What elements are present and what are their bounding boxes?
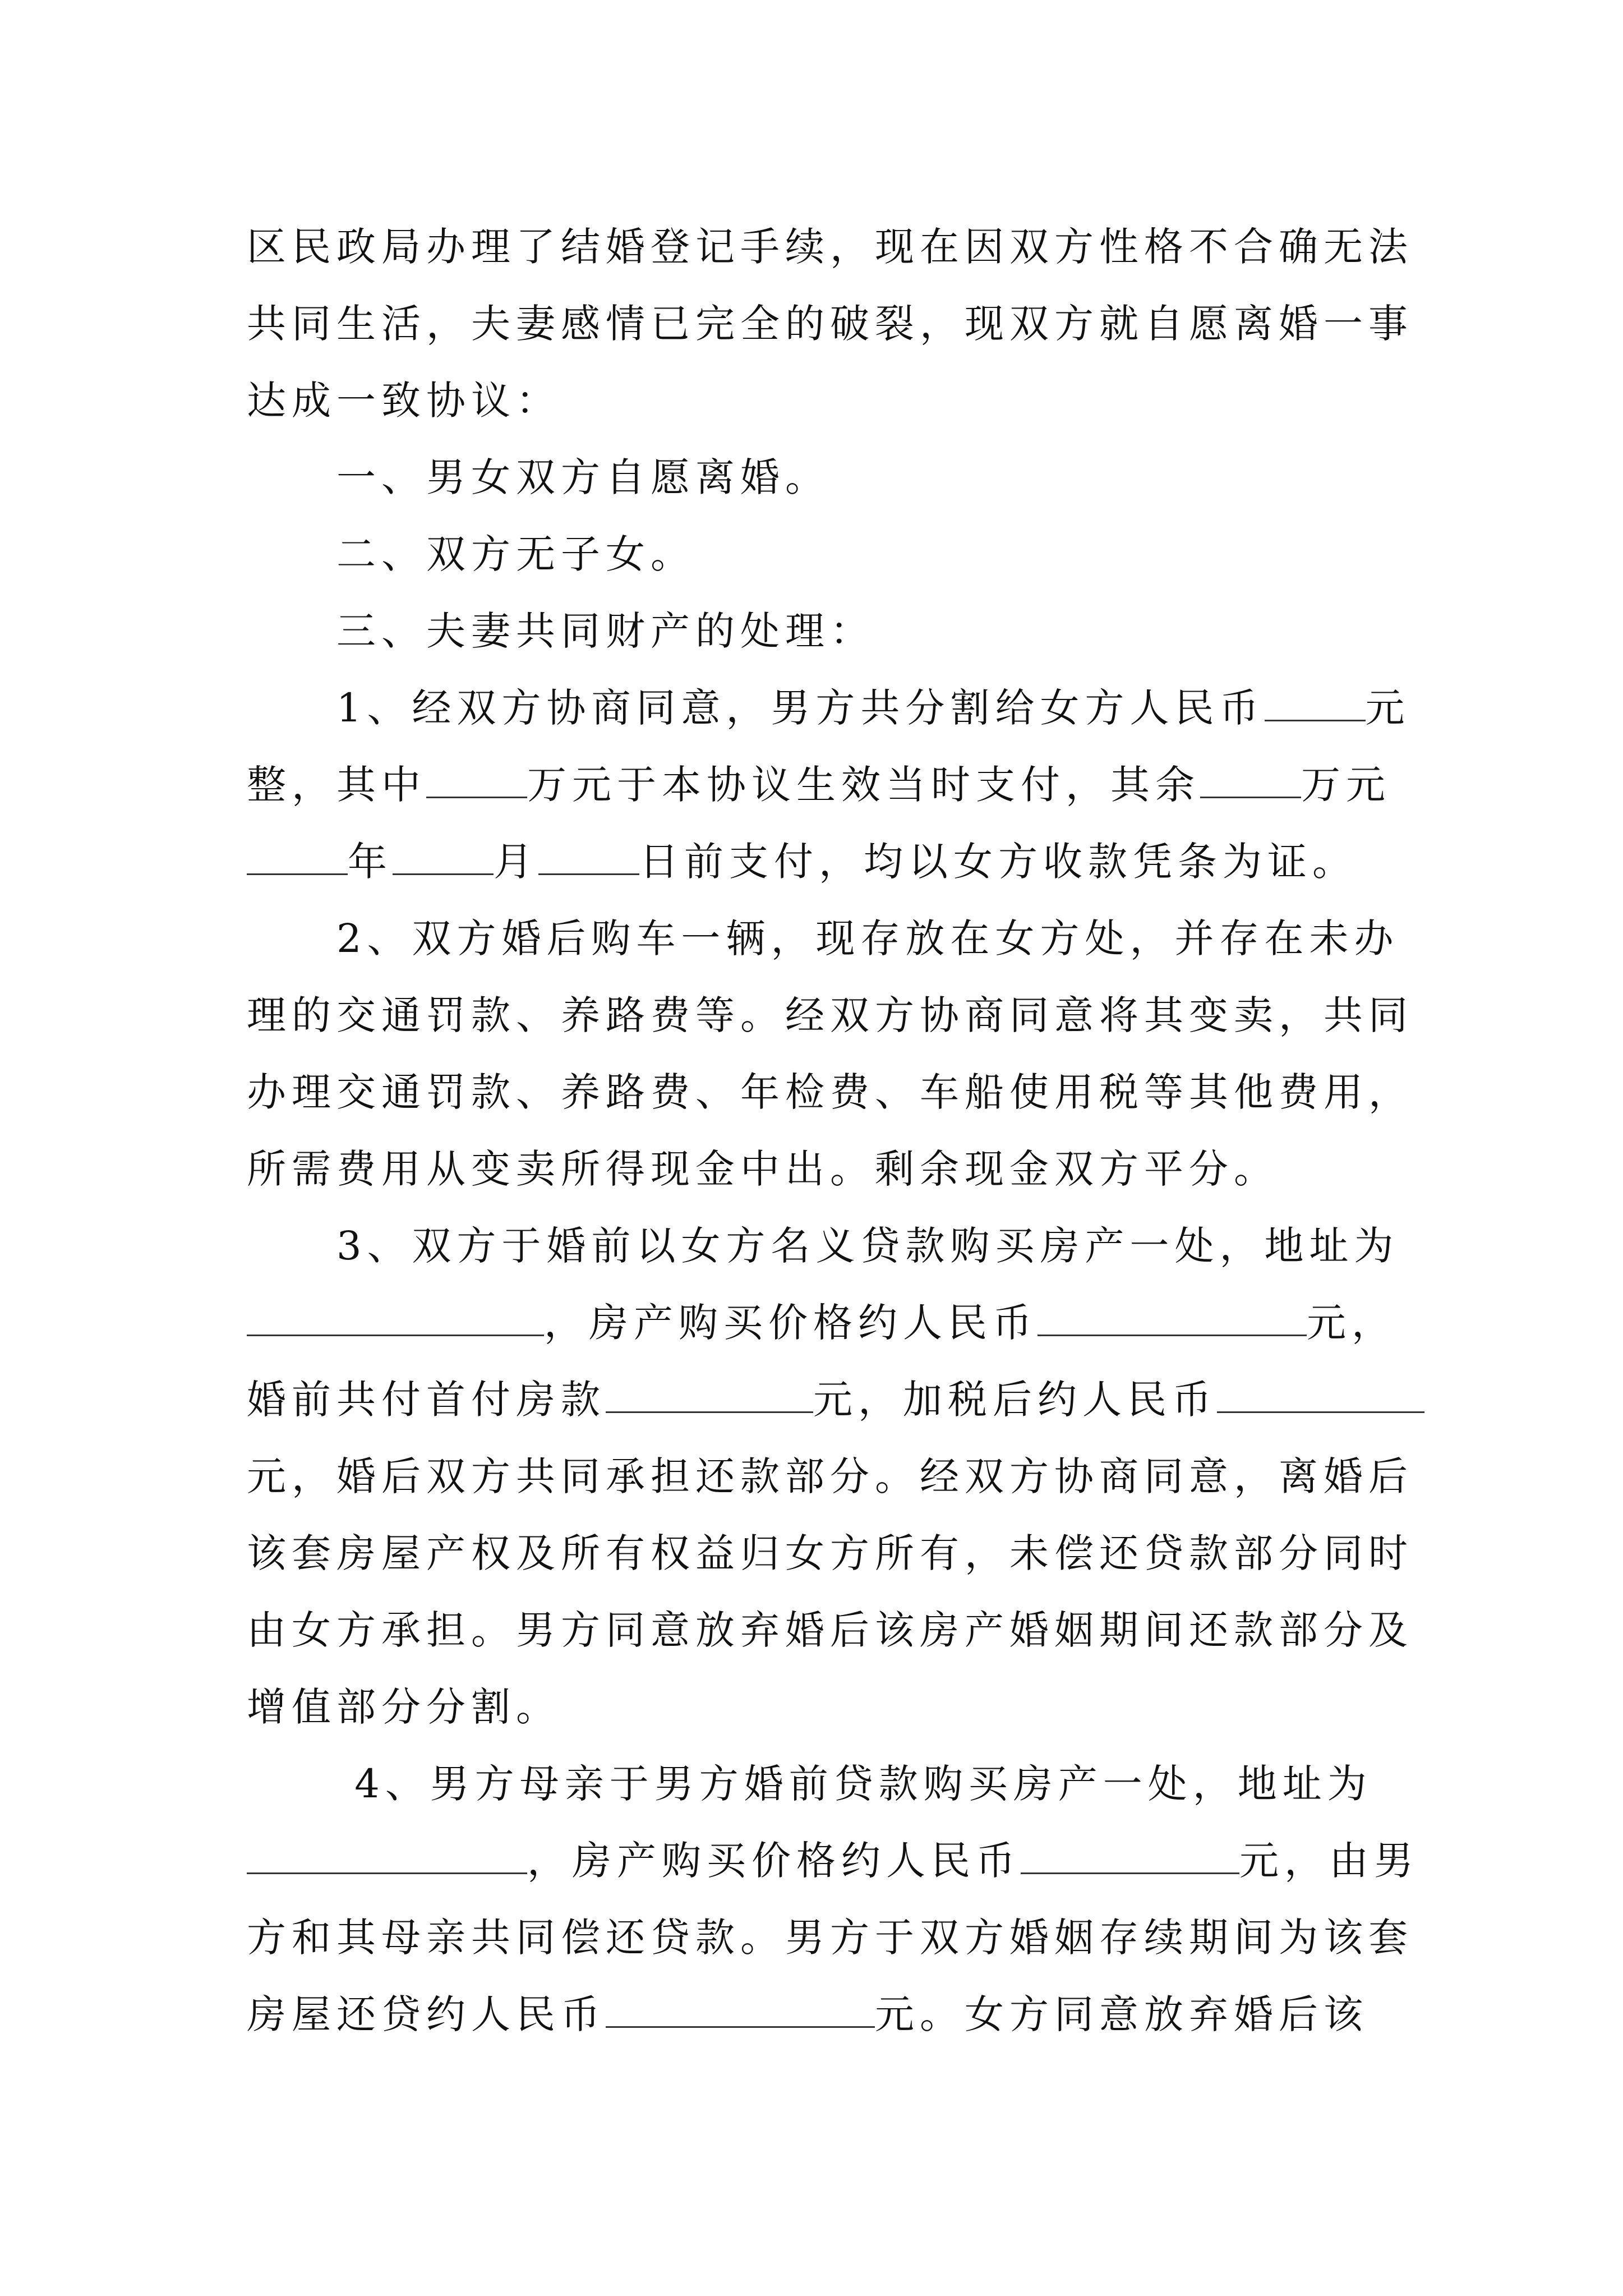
text-line: 共同生活，夫妻感情已完全的破裂，现双方就自愿离婚一事 [247, 301, 1413, 347]
item-4-line: ，房产购买价格约人民币 元，由男 [247, 1823, 1385, 1899]
item-2-line: 所需费用从变卖所得现金中出。剩余现金双方平分。 [247, 1146, 1279, 1192]
clause-1-line: 一、男女双方自愿离婚。 [247, 454, 830, 500]
item-3-line: 该套房屋产权及所有权益归女方所有，未偿还贷款部分同时 [247, 1530, 1413, 1576]
text-line: 达成一致协议： [247, 378, 561, 424]
item-2-line: 2、双方婚后购车一辆，现存放在女方处，并存在未办 [247, 915, 1399, 961]
clause-2-line: 二、双方无子女。 [247, 531, 695, 577]
address-blank[interactable] [247, 1838, 527, 1874]
repayment-blank[interactable] [606, 1991, 875, 2028]
item-2-line: 理的交通罚款、养路费等。经双方协商同意将其变卖，共同 [247, 992, 1413, 1038]
item-3-line: 3、双方于婚前以女方名义贷款购买房产一处，地址为 [247, 1223, 1399, 1269]
price-blank[interactable] [1038, 1300, 1307, 1336]
amount-blank[interactable] [1265, 685, 1366, 721]
item-3-line: 增值部分分割。 [247, 1684, 561, 1730]
tax-total-blank[interactable] [1217, 1377, 1424, 1413]
document-body [247, 209, 1419, 2053]
item-3-line: 婚前共付首付房款 元，加税后约人民币 [247, 1361, 1385, 1438]
item-3-line: 元，婚后双方共同承担还款部分。经双方协商同意，离婚后 [247, 1453, 1413, 1499]
text-line: 区民政局办理了结婚登记手续，现在因双方性格不合确无法 [247, 224, 1413, 270]
address-blank[interactable] [247, 1300, 544, 1336]
item-4-line: 房屋还贷约人民币 元。女方同意放弃婚后该 [247, 1991, 1368, 2037]
month-blank[interactable] [393, 839, 494, 875]
year-blank[interactable] [247, 839, 348, 875]
item-1-line: 年 月 日前支付，均以女方收款凭条为证。 [247, 823, 1385, 900]
item-4-line: 方和其母亲共同偿还贷款。男方于双方婚姻存续期间为该套 [247, 1915, 1413, 1961]
down-payment-blank[interactable] [606, 1377, 813, 1413]
clause-3-line: 三、夫妻共同财产的处理： [247, 608, 875, 654]
item-4-line: 4、男方母亲于男方婚前贷款购买房产一处，地址为 [247, 1761, 1372, 1807]
day-blank[interactable] [538, 839, 639, 875]
item-3-line: 由女方承担。男方同意放弃婚后该房产婚姻期间还款部分及 [247, 1607, 1413, 1653]
amount-blank[interactable] [426, 762, 527, 798]
item-1-line: 1、经双方协商同意，男方共分割给女方人民币 元 [247, 685, 1410, 731]
item-3-line: ，房产购买价格约人民币 元， [247, 1285, 1385, 1361]
item-2-line: 办理交通罚款、养路费、年检费、车船使用税等其他费用， [247, 1069, 1413, 1115]
amount-blank[interactable] [1200, 762, 1301, 798]
item-1-line: 整，其中 万元于本协议生效当时支付，其余 万元 [247, 762, 1391, 808]
price-blank[interactable] [1021, 1838, 1239, 1874]
